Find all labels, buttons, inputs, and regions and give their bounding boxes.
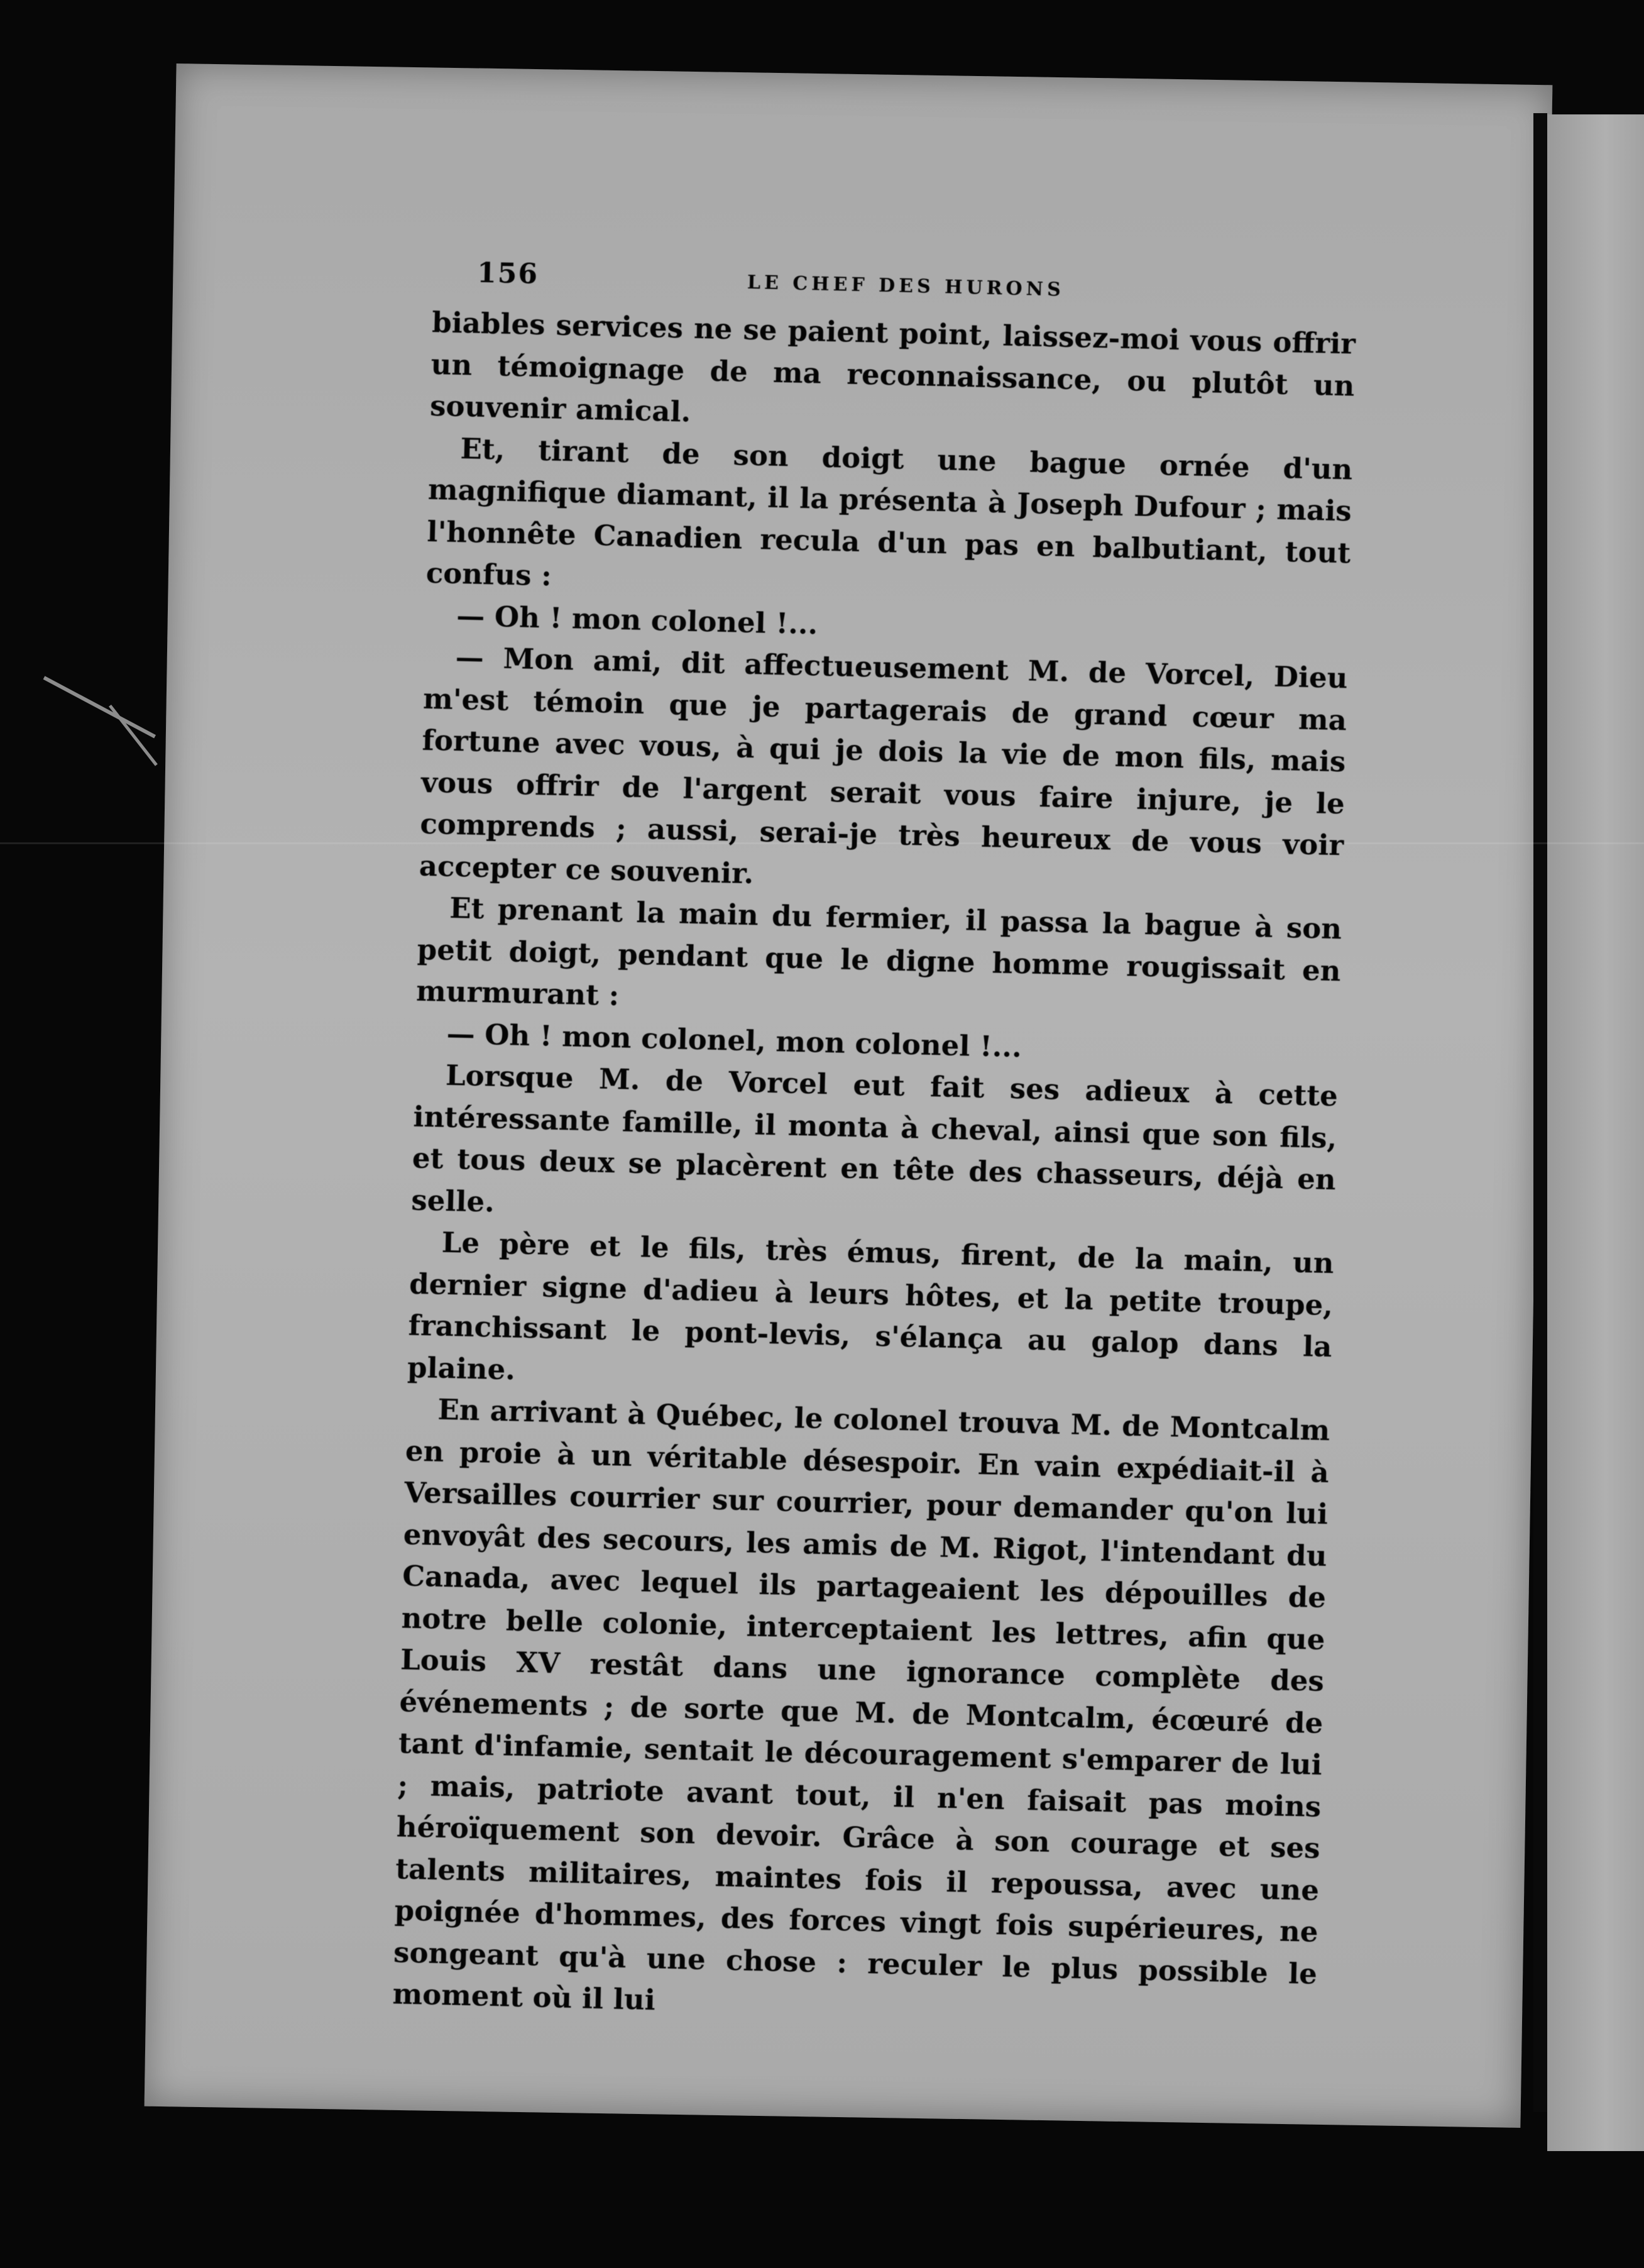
paragraph: biables services ne se paient point, laissez-moi vous offrir un témoignage de ma reconnaissance, ou plutôt un souvenir amical.	[429, 305, 1356, 429]
dialogue-paragraph: — Mon ami, dit affectueusement M. de Vorcel, Dieu m'est témoin que je partagerais de grand cœur ma fortune avec vous, à qui je dois la vie de mon fils, mais vous offrir de l'argent serait vous faire injure, je le comprends ; aussi, serai-je très heureux de vous voir accepter ce souvenir.	[419, 641, 1349, 890]
paragraph: En arrivant à Québec, le colonel trouva M. de Montcalm en proie à un véritable désespoir. En vain expédiait-il à Versailles courrier sur courrier, pour demander qu'on lui envoyât des secours, les amis de M. Rigot, l'intendant du Canada, avec lequel ils partageaient les dépouilles de notre belle colonie, interceptaient les lettres, afin que Louis XV restât dans une ignorance complète des événements ; de sorte que M. de Montcalm, écœuré de tant d'infamie, sentait le découragement s'emparer de lui ; mais, patriote avant tout, il n'en faisait pas moins héroïquement son devoir. Grâce à son courage et ses talents militaires, maintes fois il repoussa, avec une poignée d'hommes, des forces vingt fois supérieures, ne songeant qu'à une chose : reculer le plus possible le moment où il lui	[392, 1392, 1330, 2017]
dialogue-line: — Oh ! mon colonel !...	[456, 598, 818, 641]
page-gutter	[1533, 113, 1547, 2112]
paragraph: Et prenant la main du fermier, il passa la bague à son petit doigt, pendant que le digne homme rougissait en murmurant :	[415, 891, 1342, 1013]
page-number: 156	[476, 256, 539, 290]
facing-page-edge	[1547, 114, 1644, 2151]
paragraph: Et, tirant de son doigt une bague ornée d'un magnifique diamant, il la présenta à Joseph Dufour ; mais l'honnête Canadien recula d'un pas en balbutiant, tout confus :	[425, 431, 1353, 593]
paragraph: Lorsque M. de Vorcel eut fait ses adieux à cette intéressante famille, il monta à cheval, ainsi que son fils, et tous deux se placèrent en tête des chasseurs, déjà en selle.	[410, 1058, 1339, 1219]
page-text-block	[392, 251, 1357, 2037]
dialogue-line: — Oh ! mon colonel, mon colonel !...	[446, 1016, 1022, 1064]
running-title: LE CHEF DES HURONS	[747, 271, 1065, 301]
paragraph: Le père et le fils, très émus, firent, de la main, un dernier signe d'adieu à leurs hôtes, et la petite troupe, franchissant le pont-levis, s'élança au galop dans la plaine.	[407, 1225, 1335, 1387]
